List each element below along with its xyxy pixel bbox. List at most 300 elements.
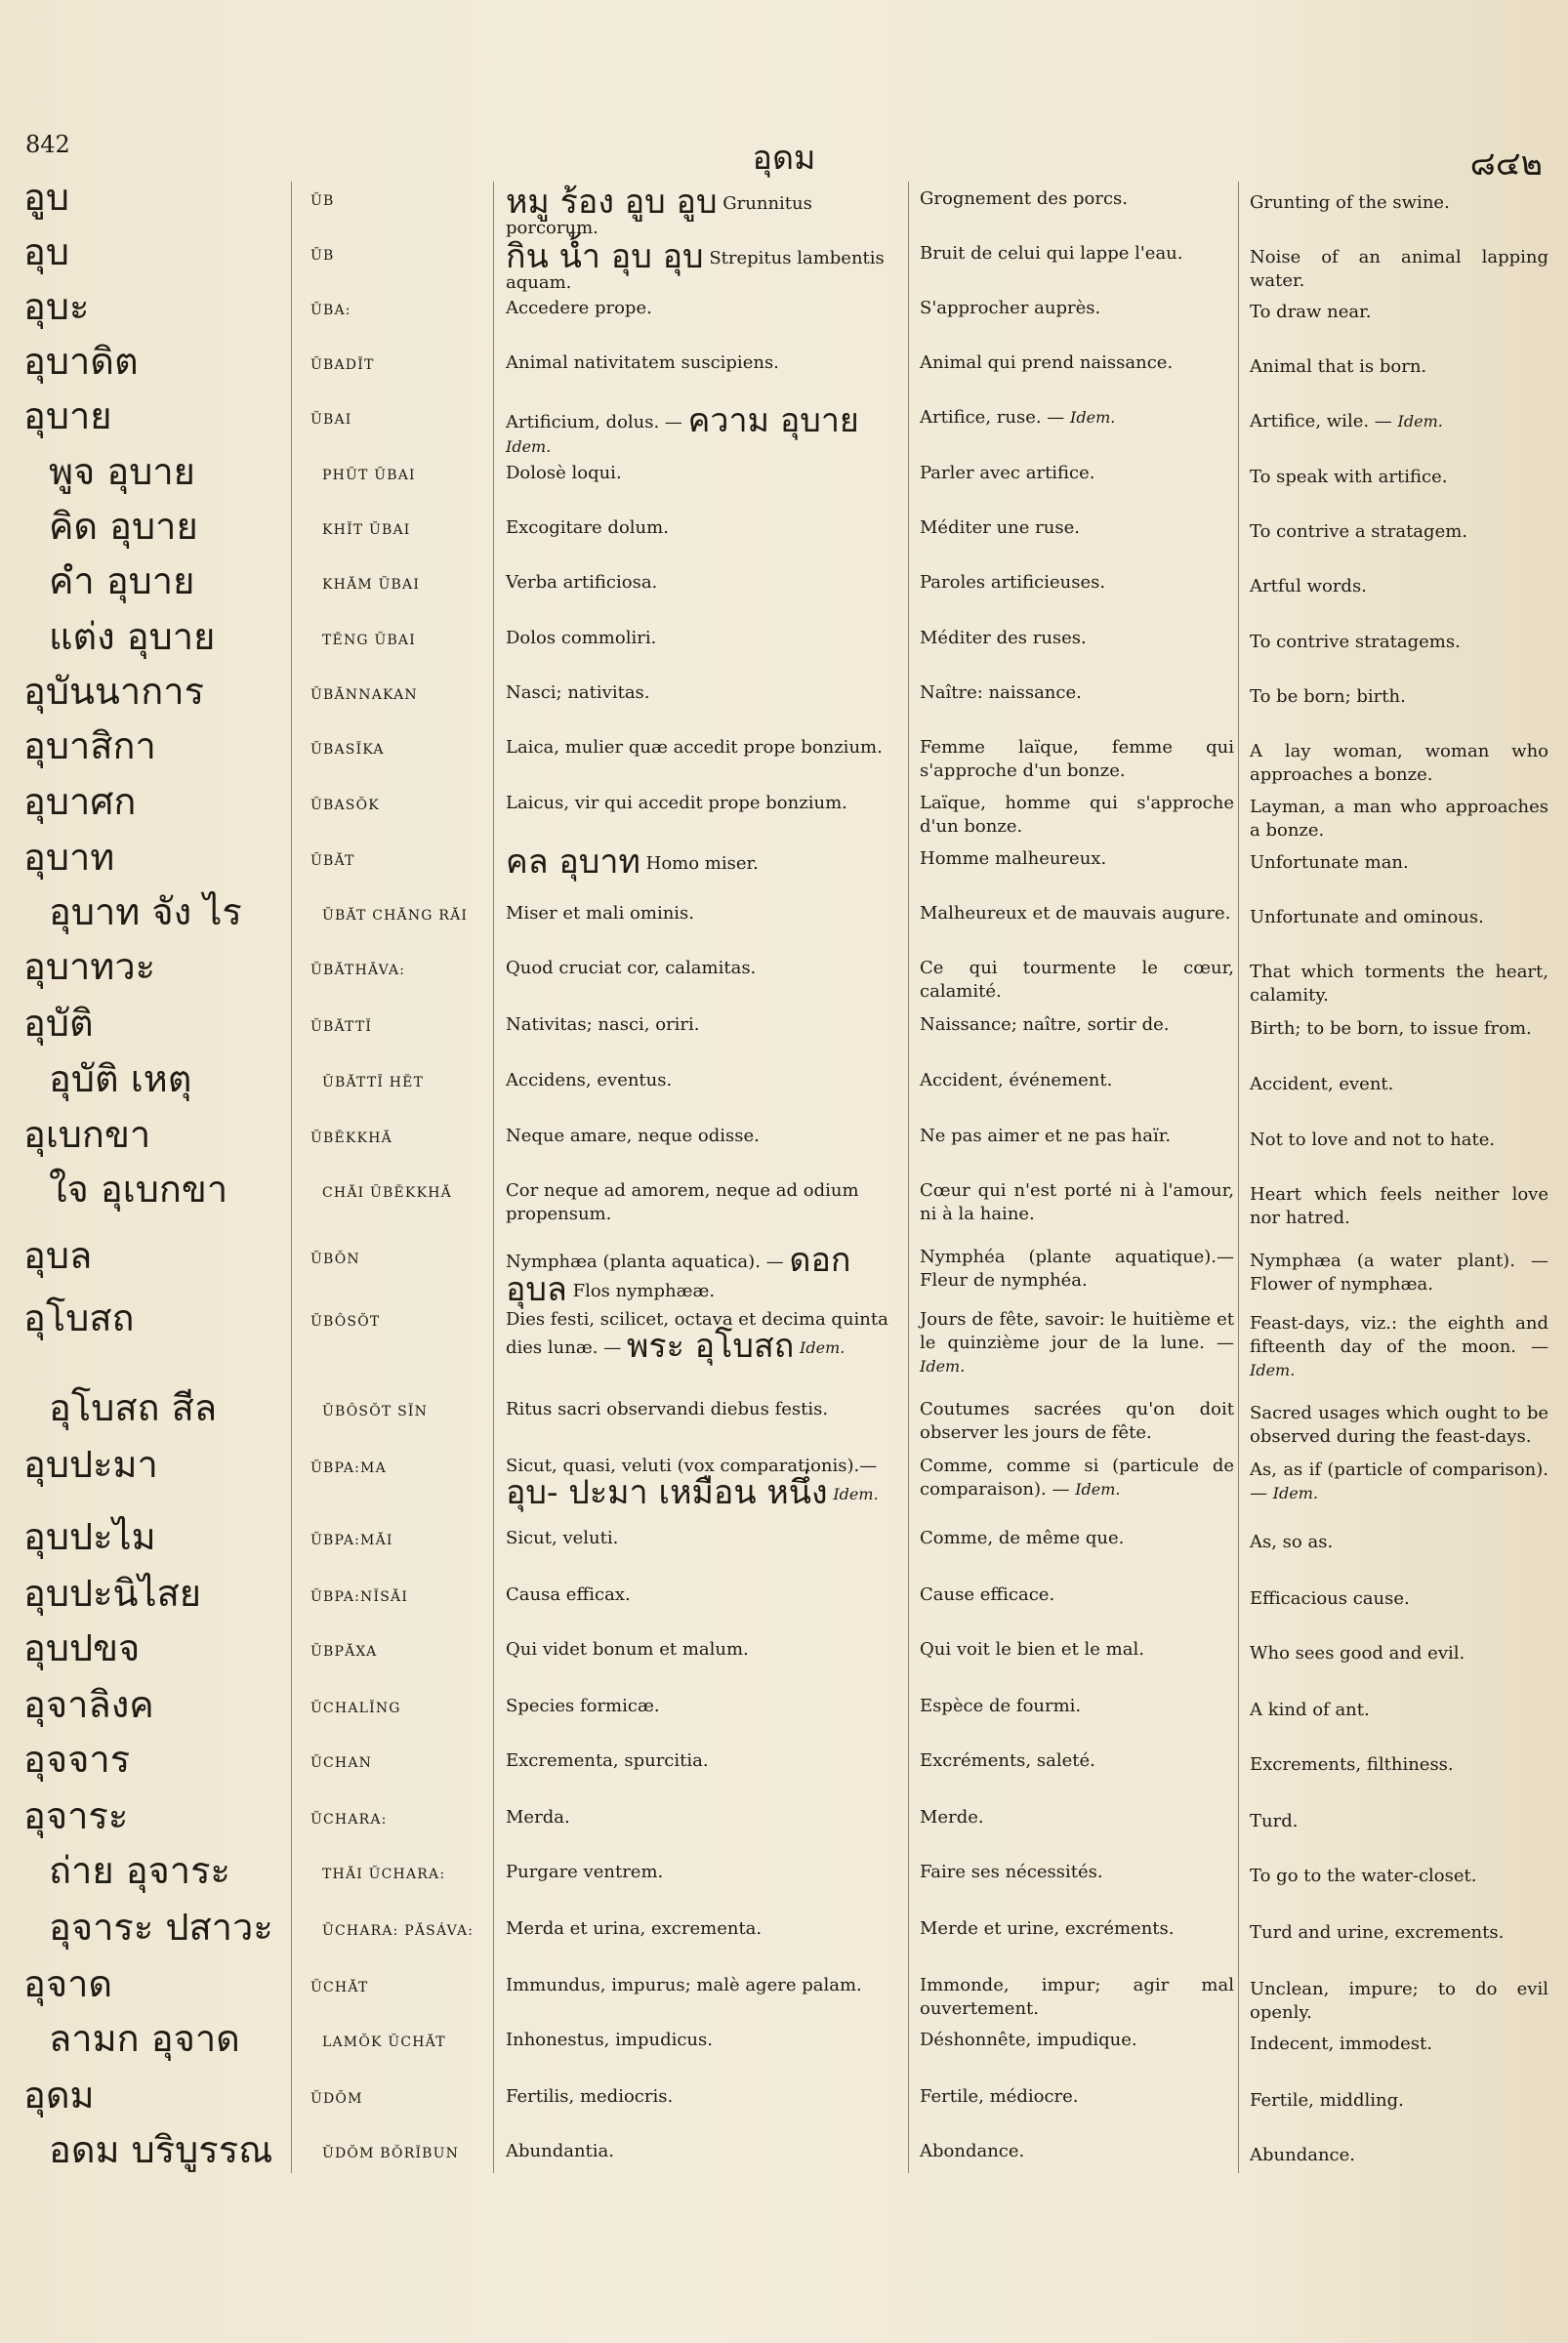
latin-text: Merda et urina, excrementa. [506, 1918, 763, 1939]
thai-headword: คำ อุบาย [49, 559, 195, 602]
french-text: Accident, événement. [920, 1070, 1113, 1090]
latin-text: Sicut, veluti. [506, 1528, 619, 1548]
romanization: KHĂM ŬBAI [322, 577, 421, 593]
latin-text: Merda. [506, 1807, 570, 1828]
latin-text: Homo miser. [645, 853, 759, 874]
page-number-left: 842 [25, 131, 70, 158]
french-text: Excréments, saleté. [920, 1750, 1095, 1771]
english-definition [1250, 740, 1548, 787]
french-definition [920, 681, 1234, 705]
thai-headword: ลามก อุจาด [49, 2017, 240, 2060]
english-text: Feast-days, viz.: the eighth and fifteenth day of the moon. — [1250, 1313, 1548, 1357]
english-definition [1250, 631, 1548, 654]
latin-text: Excogitare dolum. [506, 517, 669, 538]
english-definition [1250, 1921, 1548, 1945]
french-definition [920, 297, 1234, 320]
romanization: ŬBADĬT [310, 357, 375, 373]
english-text: Turd. [1250, 1811, 1299, 1831]
thai-headword: อุบปะนิไสย [23, 1572, 202, 1615]
thai-headword: ถ่าย อุจาระ [49, 1849, 230, 1892]
latin-definition [506, 627, 898, 650]
english-text: Who sees good and evil. [1250, 1643, 1465, 1664]
english-definition [1250, 1753, 1548, 1777]
english-text: To contrive a stratagem. [1250, 521, 1468, 542]
english-text: Grunting of the swine. [1250, 192, 1450, 213]
french-definition [920, 462, 1234, 485]
latin-definition [506, 351, 898, 375]
english-definition [1250, 575, 1548, 598]
latin-thai-phrase: คล อุบาท [506, 843, 640, 882]
latin-text: Nativitas; nasci, oriri. [506, 1014, 700, 1035]
french-text: Malheureux et de mauvais augure. [920, 903, 1231, 924]
romanization: ŬBÔSŎT SĬN [322, 1404, 429, 1419]
latin-text: Ritus sacri observandi diebus festis. [506, 1399, 829, 1419]
english-text: To contrive stratagems. [1250, 632, 1461, 652]
thai-headword: อุบัติ เหตุ [49, 1057, 192, 1100]
thai-headword: อุบัติ [23, 1002, 94, 1045]
latin-text: Dolosè loqui. [506, 463, 622, 483]
latin-definition [506, 843, 898, 882]
french-definition [920, 406, 1234, 430]
thai-headword: อุบล [23, 1234, 93, 1277]
latin-definition [506, 1638, 898, 1662]
english-definition [1250, 1459, 1548, 1505]
english-definition [1250, 1129, 1548, 1152]
latin-text: Neque amare, neque odisse. [506, 1126, 760, 1146]
latin-definition [506, 1455, 898, 1512]
romanization: ŬCHARA: [310, 1812, 388, 1828]
french-definition [920, 516, 1234, 540]
english-text: As, as if (particle of comparison). — [1250, 1459, 1548, 1503]
english-text: Fertile, middling. [1250, 2090, 1404, 2111]
french-text: Ne pas aimer et ne pas haïr. [920, 1126, 1172, 1146]
english-text: To be born; birth. [1250, 686, 1406, 707]
english-tail: Idem. [1272, 1484, 1319, 1502]
latin-definition [506, 736, 898, 760]
english-text: To go to the water-closet. [1250, 1866, 1477, 1886]
english-definition [1250, 1865, 1548, 1888]
latin-tail: Flos nymphææ. [572, 1281, 716, 1301]
french-definition [920, 2029, 1234, 2052]
latin-definition [506, 516, 898, 540]
french-definition [920, 1638, 1234, 1662]
thai-headword: อุโบสถ [23, 1296, 135, 1339]
french-text: Naître: naissance. [920, 682, 1082, 703]
french-definition [920, 1125, 1234, 1148]
latin-text: Laica, mulier quæ accedit prope bonzium. [506, 737, 883, 758]
english-definition [1250, 1978, 1548, 2025]
romanization: ŬBA: [310, 303, 351, 318]
french-text: Qui voit le bien et le mal. [920, 1639, 1144, 1660]
thai-headword: อุจาระ [23, 1794, 129, 1837]
english-text: Indecent, immodest. [1250, 2034, 1432, 2054]
english-definition [1250, 796, 1548, 843]
latin-text: Qui videt bonum et malum. [506, 1639, 749, 1660]
french-text: Cœur qui n'est porté ni à l'amour, ni à la haine. [920, 1180, 1234, 1224]
english-definition [1250, 906, 1548, 929]
latin-text: Artificium, dolus. — [506, 412, 682, 432]
french-text: Coutumes sacrées qu'on doit observer les jours de fête. [920, 1399, 1234, 1443]
french-definition [920, 902, 1234, 925]
column-rule [1238, 182, 1239, 2173]
thai-headword: อุบาศก [23, 780, 137, 823]
latin-text: Strepitus lambentis aquam. [506, 248, 885, 293]
french-definition [920, 1806, 1234, 1829]
french-text: Homme malheureux. [920, 848, 1107, 869]
romanization: ŬBASŎK [310, 798, 380, 813]
french-definition [920, 242, 1234, 266]
romanization: ŬBASĬKA [310, 742, 385, 758]
thai-headword: อุบาสิกา [23, 724, 156, 767]
romanization: ŬBPA:NĬSĂI [310, 1589, 409, 1605]
french-definition [920, 1398, 1234, 1445]
english-text: Efficacious cause. [1250, 1588, 1410, 1609]
french-text: Nymphéa (plante aquatique).— Fleur de nymphéa. [920, 1247, 1234, 1291]
french-tail: Idem. [920, 1357, 966, 1376]
latin-definition [506, 1861, 898, 1884]
thai-headword: อุจจาร [23, 1738, 131, 1781]
english-text: That which torments the heart, calamity. [1250, 962, 1548, 1006]
french-text: Artifice, ruse. — [920, 407, 1065, 428]
english-definition [1250, 1183, 1548, 1230]
english-definition [1250, 961, 1548, 1007]
french-text: Merde. [920, 1807, 984, 1828]
page-number-right: ๘๔๒ [1469, 144, 1543, 184]
english-definition [1250, 1531, 1548, 1554]
english-text: Noise of an animal lapping water. [1250, 247, 1548, 291]
thai-headword: อุบปะไม [23, 1515, 156, 1558]
french-tail: Idem. [1070, 408, 1116, 427]
romanization: ŬBPA:MA [310, 1460, 387, 1476]
latin-text: Laicus, vir qui accedit prope bonzium. [506, 793, 847, 813]
romanization: ŬBĂTTĬ [310, 1019, 373, 1035]
english-text: Unfortunate and ominous. [1250, 907, 1484, 927]
latin-definition [506, 1695, 898, 1718]
latin-definition [506, 957, 898, 980]
french-text: Fertile, médiocre. [920, 2086, 1079, 2107]
english-definition [1250, 1073, 1548, 1096]
english-definition [1250, 520, 1548, 544]
romanization: ŬDŎM BŎRĬBUN [322, 2146, 460, 2161]
thai-headword: อุบาย [23, 394, 112, 437]
english-definition [1250, 1017, 1548, 1041]
latin-text: Nymphæa (planta aquatica). — [506, 1252, 784, 1272]
english-text: Animal that is born. [1250, 356, 1427, 377]
latin-definition [506, 2029, 898, 2052]
english-definition [1250, 1250, 1548, 1296]
english-definition [1250, 410, 1548, 433]
latin-text: Fertilis, mediocris. [506, 2086, 674, 2107]
thai-headword: ใจ อุเบกขา [49, 1168, 228, 1211]
english-tail: Idem. [1397, 412, 1443, 431]
french-text: Faire ses nécessités. [920, 1862, 1103, 1882]
thai-headword: อุบะ [23, 285, 90, 328]
french-text: Grognement des porcs. [920, 188, 1128, 209]
french-definition [920, 1308, 1234, 1378]
english-text: A kind of ant. [1250, 1700, 1370, 1720]
thai-headword: อุบาท จัง ไร [49, 890, 242, 933]
thai-headword: อุบาดิต [23, 340, 139, 383]
latin-definition [506, 1013, 898, 1037]
romanization: ŬBPĂXA [310, 1644, 378, 1660]
romanization: KHĬT ŬBAI [322, 522, 411, 538]
english-definition [1250, 1312, 1548, 1382]
thai-headword: อุบันนาการ [23, 670, 204, 713]
english-definition [1250, 2033, 1548, 2056]
latin-thai-phrase: ดอก อุบล [506, 1241, 851, 1309]
thai-headword: คิด อุบาย [49, 505, 198, 548]
french-definition [920, 627, 1234, 650]
latin-text: Cor neque ad amorem, neque ad odium propensum. [506, 1180, 859, 1224]
english-definition [1250, 2089, 1548, 2113]
latin-thai-phrase: พระ อุโบสถ [626, 1327, 795, 1366]
thai-headword: พูจ อุบาย [49, 450, 195, 493]
english-text: Accident, event. [1250, 1074, 1394, 1094]
french-text: Méditer une ruse. [920, 517, 1080, 538]
english-definition [1250, 246, 1548, 293]
french-text: Naissance; naître, sortir de. [920, 1014, 1170, 1035]
french-definition [920, 1069, 1234, 1092]
english-text: Unfortunate man. [1250, 852, 1409, 873]
latin-text: Excrementa, spurcitia. [506, 1750, 709, 1771]
french-definition [920, 1974, 1234, 2021]
french-text: Comme, de même que. [920, 1528, 1125, 1548]
romanization: ŬBÔSŎT [310, 1314, 381, 1330]
french-definition [920, 736, 1234, 783]
french-definition [920, 571, 1234, 595]
latin-tail: Idem. [833, 1485, 879, 1503]
romanization: ŬBĂTTĬ HĔT [322, 1075, 425, 1090]
french-definition [920, 792, 1234, 839]
romanization: ŬCHĂT [310, 1980, 369, 1995]
latin-definition [506, 792, 898, 815]
english-definition [1250, 851, 1548, 875]
french-definition [920, 2140, 1234, 2163]
latin-thai-phrase: ความ อุบาย [687, 401, 859, 440]
latin-text: Causa efficax. [506, 1584, 631, 1605]
latin-definition [506, 2140, 898, 2163]
french-definition [920, 1583, 1234, 1607]
english-text: Not to love and not to hate. [1250, 1130, 1496, 1150]
thai-headword: อุบาทวะ [23, 945, 156, 988]
latin-text: Nasci; nativitas. [506, 682, 650, 703]
romanization: ŬBĂTHĀVA: [310, 963, 406, 978]
romanization: ŬBAI [310, 412, 352, 428]
english-text: To draw near. [1250, 302, 1372, 322]
latin-text: Quod cruciat cor, calamitas. [506, 958, 757, 978]
french-definition [920, 1749, 1234, 1773]
french-definition [920, 1695, 1234, 1718]
latin-definition [506, 401, 898, 459]
thai-headword: แต่ง อุบาย [49, 615, 216, 658]
french-definition [920, 1455, 1234, 1501]
latin-definition [506, 1527, 898, 1550]
latin-tail: Idem. [506, 437, 552, 456]
latin-definition [506, 1069, 898, 1092]
thai-headword: อุโบสถ สีล [49, 1386, 218, 1429]
latin-text: Species formicæ. [506, 1696, 660, 1716]
english-text: Layman, a man who approaches a bonze. [1250, 797, 1548, 841]
romanization: PHŬT ŬBAI [322, 468, 416, 483]
romanization: ŬBĂNNAKAN [310, 687, 418, 703]
french-text: Femme laïque, femme qui s'approche d'un bonze. [920, 737, 1234, 781]
english-definition [1250, 685, 1548, 709]
latin-definition [506, 1749, 898, 1773]
english-text: Abundance. [1250, 2145, 1356, 2165]
french-text: S'approcher auprès. [920, 298, 1101, 318]
french-text: Espèce de fourmi. [920, 1696, 1082, 1716]
romanization: THĂI ŬCHARA: [322, 1867, 446, 1882]
latin-text: Immundus, impurus; malè agere palam. [506, 1975, 862, 1995]
thai-headword: อุบปขจ [23, 1626, 141, 1669]
french-text: Abondance. [920, 2141, 1025, 2161]
thai-headword: อุดม [23, 2074, 95, 2117]
romanization: ŬB [310, 248, 335, 264]
latin-definition [506, 681, 898, 705]
thai-headword: อุบปะมา [23, 1443, 158, 1486]
thai-headword: อูบ [23, 176, 69, 219]
latin-text: Dolos commoliri. [506, 628, 657, 648]
latin-definition [506, 2085, 898, 2109]
english-text: Nymphæa (a water plant). — Flower of nymphæa. [1250, 1251, 1548, 1295]
thai-headword: อุเบกขา [23, 1113, 151, 1156]
romanization: ŬDŎM [310, 2091, 363, 2107]
french-tail: Idem. [1075, 1480, 1121, 1499]
latin-definition [506, 1241, 898, 1309]
english-text: Unclean, impure; to do evil openly. [1250, 1979, 1548, 2023]
romanization: ŬB [310, 193, 335, 209]
english-tail: Idem. [1250, 1361, 1296, 1379]
french-text: Paroles artificieuses. [920, 572, 1106, 593]
latin-text: Grunnitus porcorum. [506, 193, 812, 238]
romanization: ŬBPA:MĂI [310, 1533, 393, 1548]
french-text: Animal qui prend naissance. [920, 352, 1174, 373]
french-definition [920, 1527, 1234, 1550]
french-definition [920, 1861, 1234, 1884]
latin-text: Inhonestus, impudicus. [506, 2030, 713, 2050]
latin-definition [506, 462, 898, 485]
english-text: Sacred usages which ought to be observed during the feast-days. [1250, 1403, 1548, 1447]
english-text: Birth; to be born, to issue from. [1250, 1018, 1532, 1039]
english-text: Excrements, filthiness. [1250, 1754, 1454, 1775]
french-definition [920, 1917, 1234, 1941]
latin-definition [506, 902, 898, 925]
french-definition [920, 187, 1234, 211]
english-text: Artful words. [1250, 576, 1367, 596]
latin-definition [506, 1398, 898, 1421]
romanization: TĚNG ŬBAI [322, 633, 416, 648]
french-text: Parler avec artifice. [920, 463, 1095, 483]
latin-text: Dies festi, scilicet, octava et decima quinta dies lunæ. — [506, 1309, 888, 1358]
french-definition [920, 351, 1234, 375]
english-definition [1250, 191, 1548, 215]
latin-definition [506, 1179, 898, 1226]
english-definition [1250, 355, 1548, 379]
latin-definition [506, 1806, 898, 1829]
latin-definition [506, 1308, 898, 1366]
french-text: Cause efficace. [920, 1584, 1055, 1605]
french-definition [920, 847, 1234, 871]
romanization: ŬBĂT [310, 853, 355, 869]
french-text: Bruit de celui qui lappe l'eau. [920, 243, 1183, 264]
english-definition [1250, 466, 1548, 489]
romanization: ŬCHAN [310, 1755, 373, 1771]
french-text: Laïque, homme qui s'approche d'un bonze. [920, 793, 1234, 837]
french-definition [920, 957, 1234, 1004]
french-text: Immonde, impur; agir mal ouvertement. [920, 1975, 1234, 2019]
latin-definition [506, 1583, 898, 1607]
latin-text: Purgare ventrem. [506, 1862, 664, 1882]
latin-text: Accedere prope. [506, 298, 652, 318]
thai-headword: อุบ [23, 230, 69, 273]
latin-text: Sicut, quasi, veluti (vox comparationis).— [506, 1456, 878, 1476]
french-text: Comme, comme si (particule de comparaison). — [920, 1456, 1234, 1500]
latin-text: Verba artificiosa. [506, 572, 658, 593]
latin-definition [506, 237, 898, 295]
latin-text: Miser et mali ominis. [506, 903, 695, 924]
running-title: อุดม [752, 139, 816, 178]
page-header [0, 125, 1568, 184]
french-definition [920, 1013, 1234, 1037]
thai-headword: อดม บริบูรรณ [49, 2128, 273, 2171]
french-text: Méditer des ruses. [920, 628, 1087, 648]
latin-thai-phrase: หมู ร้อง อูบ อูบ [506, 183, 718, 222]
english-definition [1250, 301, 1548, 324]
latin-text: Animal nativitatem suscipiens. [506, 352, 779, 373]
english-definition [1250, 1699, 1548, 1722]
romanization: ŬCHARA: PĂSÁVA: [322, 1923, 475, 1939]
thai-headword: อุบาท [23, 836, 115, 879]
romanization: ŬCHALĬNG [310, 1701, 401, 1716]
french-text: Déshonnête, impudique. [920, 2030, 1137, 2050]
french-definition [920, 1179, 1234, 1226]
english-text: Heart which feels neither love nor hatred. [1250, 1184, 1548, 1228]
thai-headword: อุจาระ ปสาวะ [49, 1906, 273, 1949]
romanization: ŬBĔKKHĂ [310, 1130, 392, 1146]
latin-thai-phrase: กิน น้ำ อุบ อุบ [506, 237, 704, 276]
column-rule [908, 182, 909, 2173]
english-definition [1250, 1642, 1548, 1665]
latin-text: Accidens, eventus. [506, 1070, 673, 1090]
english-text: A lay woman, woman who approaches a bonze. [1250, 741, 1548, 785]
latin-definition [506, 297, 898, 320]
latin-definition [506, 1125, 898, 1148]
english-text: As, so as. [1250, 1532, 1334, 1552]
french-text: Ce qui tourmente le cœur, calamité. [920, 958, 1234, 1002]
romanization: ŬBĂT CHĂNG RĂI [322, 908, 469, 924]
english-definition [1250, 1810, 1548, 1833]
french-definition [920, 1246, 1234, 1293]
thai-headword: อุจาลิงค [23, 1683, 154, 1726]
thai-headword: อุจาด [23, 1962, 113, 2005]
romanization: ŬBŎN [310, 1252, 360, 1267]
latin-definition [506, 183, 898, 240]
latin-text: Abundantia. [506, 2141, 614, 2161]
french-definition [920, 2085, 1234, 2109]
english-text: To speak with artifice. [1250, 467, 1448, 487]
latin-definition [506, 1917, 898, 1941]
english-text: Artifice, wile. — [1250, 411, 1392, 432]
english-definition [1250, 2144, 1548, 2167]
latin-tail: Idem. [800, 1338, 846, 1357]
english-text: Turd and urine, excrements. [1250, 1922, 1505, 1943]
french-text: Jours de fête, savoir: le huitième et le quinzième jour de la lune. — [920, 1309, 1234, 1353]
french-text: Merde et urine, excréments. [920, 1918, 1175, 1939]
romanization: LAMŎK ŬCHĂT [322, 2035, 446, 2050]
romanization: CHĂI ŬBĔKKHĂ [322, 1185, 452, 1201]
english-definition [1250, 1402, 1548, 1449]
latin-thai-phrase: อุบ- ปะมา เหมือน หนึ่ง [506, 1473, 828, 1512]
